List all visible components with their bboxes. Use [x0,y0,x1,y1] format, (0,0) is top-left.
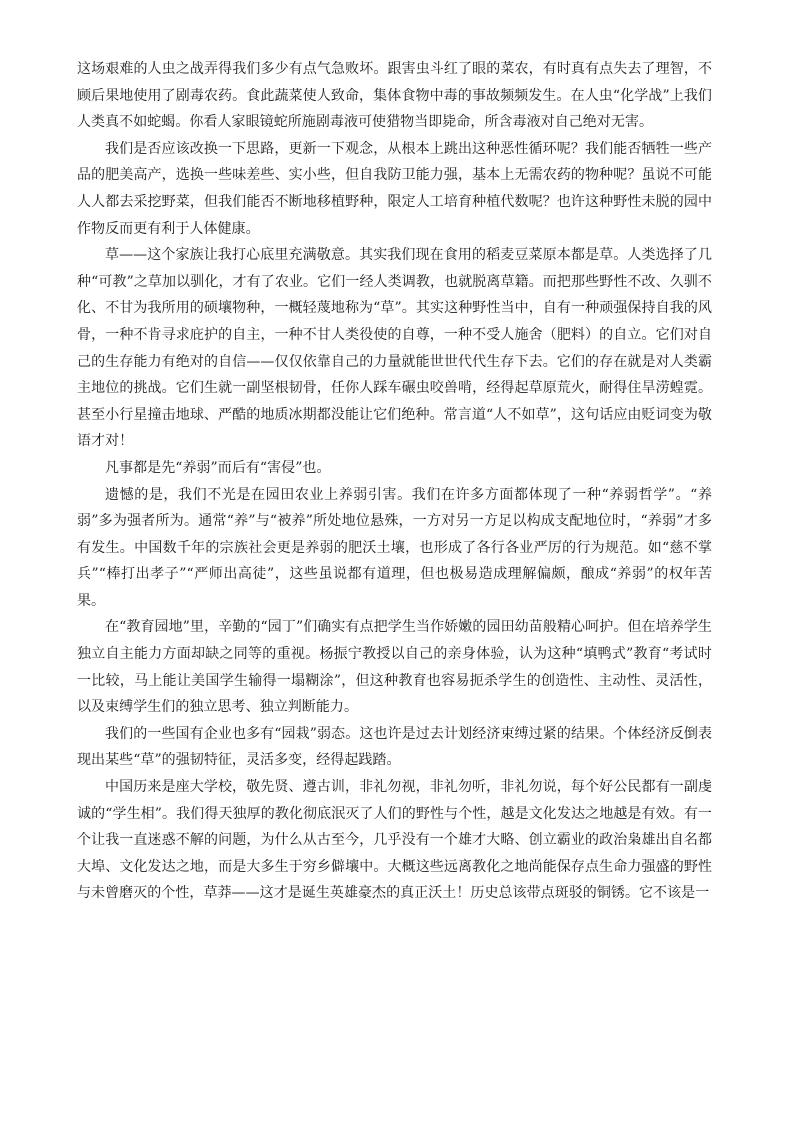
paragraph-4: 凡事都是先“养弱”而后有“害侵”也。 [105,459,331,476]
paragraph-8: 中国历来是座大学校，敬先贤、遵古训，非礼勿视，非礼勿听，非礼勿说，每个好公民都有一副虔诚的“学生相”。我们得天独厚的教化彻底泯灭了人们的野性与个性，越是文化发达之地越是有效。有一个让我一直迷惑不解的问题，为什么从古至今，几乎没有一个雄才大略、创立霸业的政治枭雄出自名都大埠、文化发达之地，而是大多生于穷乡僻壤中。大概这些远离教化之地尚能保存点生命力强盛的野性与未曾磨灭的个性，草莽——这才是诞生英雄豪杰的真正沃土！历史总该带点斑驳的铜锈。它不该是一 [77,779,712,902]
paragraph-1: 这场艰难的人虫之战弄得我们多少有点气急败坏。跟害虫斗红了眼的菜农，有时真有点失去了理智，不顾后果地使用了剧毒农药。食此蔬菜使人致命，集体食物中毒的事故频频发生。在人虫“化学战”上我们人类真不如蛇蝎。你看人家眼镜蛇所施剧毒液可使猎物当即毙命，所含毒液对自己绝对无害。 [77,61,712,131]
paragraph-5: 遗憾的是，我们不光是在园田农业上养弱引害。我们在许多方面都体现了一种“养弱哲学”。“养弱”多为强者所为。通常“养”与“被养”所处地位悬殊，一方对另一方足以构成支配地位时，“养弱”才多有发生。中国数千年的宗族社会更是养弱的肥沃土壤，也形成了各行各业严厉的行为规范。如“慈不掌兵”“棒打出孝子”“严师出高徒”，这些虽说都有道理，但也极易造成理解偏颇，酿成“养弱”的权年苦果。 [77,486,712,609]
paragraph-7: 我们的一些国有企业也多有“园栽”弱态。这也许是过去计划经济束缚过紧的结果。个体经济反倒表现出某些“草”的强韧特征，灵活多变，经得起践踏。 [77,725,712,769]
paragraph-6: 在“教育园地”里，辛勤的“园丁”们确实有点把学生当作娇嫩的园田幼苗般精心呵护。但在培养学生独立自主能力方面却缺之同等的重视。杨振宁教授以自己的亲身体验，认为这种“填鸭式”教育“考试时一比较，马上能让美国学生输得一塌糊涂”，但这种教育也容易扼杀学生的创造性、主动性、灵活性，以及束缚学生们的独立思考、独立判断能力。 [77,619,712,716]
paragraph-3: 草——这个家族让我打心底里充满敬意。其实我们现在食用的稻麦豆菜原本都是草。人类选择了几种“可教”之草加以驯化，才有了农业。它们一经人类调教，也就脱离草籍。而把那些野性不改、久驯不化、不甘为我所用的硕壤物种，一概轻蔑地称为“草”。其实这种野性当中，自有一种顽强保持自我的风骨，一种不肯寻求庇护的自主，一种不甘人类役使的自尊，一种不受人施舍（肥料）的自立。它们对自己的生存能力有绝对的自信——仅仅依靠自己的力量就能世世代代生存下去。它们的存在就是对人类霸主地位的挑战。它们生就一副坚根韧骨，任你人踩车碾虫咬兽啃，经得起草原荒火，耐得住旱涝蝗霓。甚至小行星撞击地球、严酷的地质冰期都没能让它们绝种。常言道“人不如草”，这句话应由贬词变为敬语才对！ [77,247,712,450]
document-page [77,56,712,907]
paragraph-2: 我们是否应该改换一下思路，更新一下观念，从根本上跳出这种恶性循环呢？我们能否牺牲一些产品的肥美高产，选换一些味差些、实小些，但自我防卫能力强，基本上无需农药的物种呢？虽说不可能人人都去采挖野菜，但我们能否不断地移植野种，限定人工培育种植代数呢？也许这种野性未脱的园中作物反而更有利于人体健康。 [77,140,712,237]
